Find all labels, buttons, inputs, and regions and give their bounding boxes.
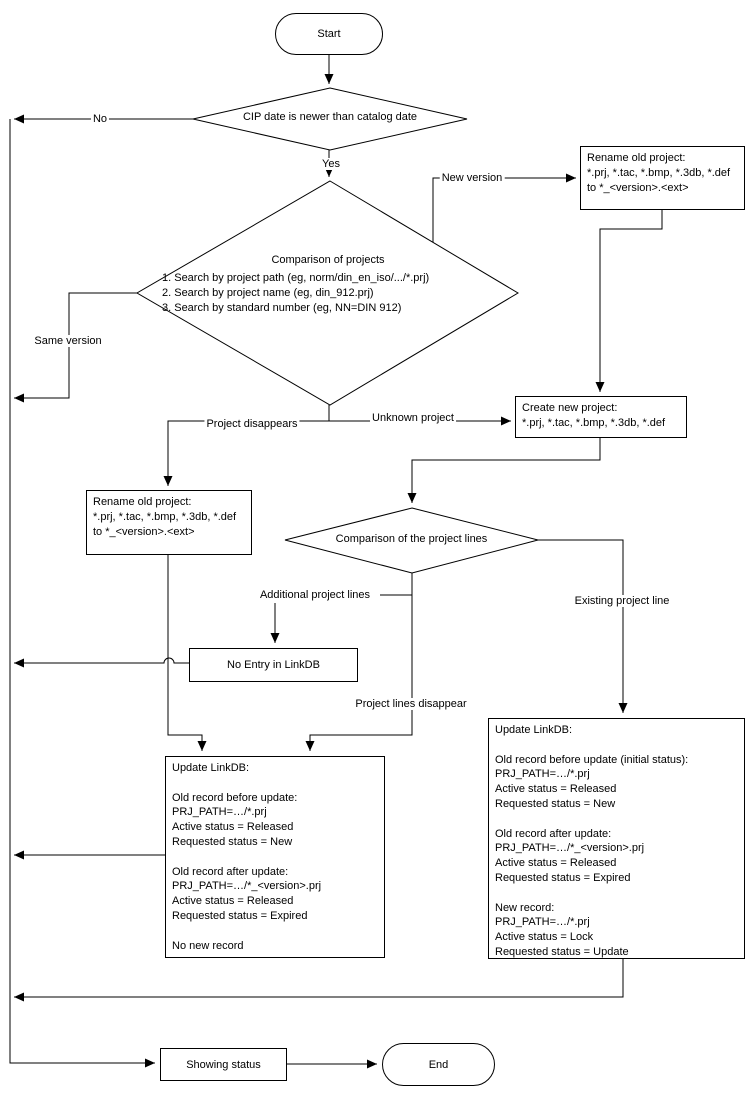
update-linkdb-right-node bbox=[488, 718, 745, 959]
search-criteria-item: 2. Search by project name (eg, din_912.prj) bbox=[162, 287, 374, 299]
end-label: End bbox=[428, 1058, 449, 1071]
update-linkdb-right-line: Requested status = Expired bbox=[495, 871, 631, 884]
update-linkdb-right-line bbox=[495, 812, 738, 827]
update-linkdb-right-line: PRJ_PATH=…/*.prj bbox=[495, 916, 590, 929]
start-label: Start bbox=[317, 28, 341, 40]
no-entry-linkdb-node bbox=[189, 648, 358, 682]
edge-label-new-version: New version bbox=[441, 172, 503, 184]
create-new-project-line: *.prj, *.tac, *.bmp, *.3db, *.def bbox=[522, 416, 666, 429]
decision-comparison-projects-items bbox=[162, 271, 492, 316]
rename-old-project-top-node bbox=[580, 146, 745, 210]
showing-status-label: Showing status bbox=[186, 1058, 261, 1071]
rename-old-project-top-line: *.prj, *.tac, *.bmp, *.3db, *.def bbox=[587, 166, 731, 179]
update-linkdb-left-line: Active status = Released bbox=[172, 821, 294, 834]
rename-old-project-top-line: Rename old project: bbox=[587, 152, 686, 164]
create-new-project-node bbox=[515, 396, 687, 438]
update-linkdb-right-line: Update LinkDB: bbox=[495, 724, 573, 736]
create-new-project-line: Create new project: bbox=[522, 402, 618, 414]
update-linkdb-left-line bbox=[172, 776, 378, 791]
update-linkdb-right-line: PRJ_PATH=…/*.prj bbox=[495, 768, 590, 781]
update-linkdb-right-line bbox=[495, 886, 738, 901]
update-linkdb-left-line: Update LinkDB: bbox=[172, 762, 250, 774]
update-linkdb-right-line: PRJ_PATH=…/*_<version>.prj bbox=[495, 842, 645, 855]
update-linkdb-left-line: Requested status = Expired bbox=[172, 909, 308, 922]
update-linkdb-left-line: PRJ_PATH=…/*.prj bbox=[172, 806, 267, 819]
rename-old-project-top-line: to *_<version>.<ext> bbox=[587, 181, 689, 194]
no-entry-linkdb-label: No Entry in LinkDB bbox=[227, 659, 320, 671]
update-linkdb-right-line: Requested status = New bbox=[495, 797, 616, 810]
edge-label-existing-project-line: Existing project line bbox=[574, 595, 670, 607]
update-linkdb-right-line: Requested status = Update bbox=[495, 945, 629, 958]
update-linkdb-right-line: Active status = Lock bbox=[495, 931, 594, 944]
decision-comparison-projects-title: Comparison of projects bbox=[271, 254, 385, 266]
start-node bbox=[275, 13, 383, 55]
update-linkdb-left-line: No new record bbox=[172, 939, 244, 952]
edge-label-yes: Yes bbox=[322, 158, 340, 170]
update-linkdb-right-line: Active status = Released bbox=[495, 783, 617, 796]
update-linkdb-right-line: Active status = Released bbox=[495, 857, 617, 870]
update-linkdb-right-line bbox=[495, 738, 738, 753]
update-linkdb-left-line: Old record before update: bbox=[172, 791, 298, 804]
decision-cip-date-label: CIP date is newer than catalog date bbox=[242, 111, 418, 123]
end-node bbox=[382, 1043, 495, 1086]
edge-label-no: No bbox=[92, 113, 108, 125]
showing-status-node bbox=[160, 1048, 287, 1081]
update-linkdb-right-line: Old record after update: bbox=[495, 827, 612, 840]
update-linkdb-left-line: Requested status = New bbox=[172, 835, 293, 848]
search-criteria-item: 1. Search by project path (eg, norm/din_en_iso/.../*.prj) bbox=[162, 272, 430, 284]
update-linkdb-left-node bbox=[165, 756, 385, 958]
rename-old-project-left-line: Rename old project: bbox=[93, 496, 192, 508]
edge-label-unknown-project: Unknown project bbox=[372, 412, 454, 424]
update-linkdb-right-line: Old record before update (initial status): bbox=[495, 753, 689, 766]
rename-old-project-left-line: to *_<version>.<ext> bbox=[93, 525, 195, 538]
update-linkdb-left-line bbox=[172, 850, 378, 865]
decision-comparison-lines-label: Comparison of the project lines bbox=[335, 533, 488, 545]
rename-old-project-left-line: *.prj, *.tac, *.bmp, *.3db, *.def bbox=[93, 510, 237, 523]
edge-label-project-lines-disappear: Project lines disappear bbox=[355, 698, 467, 710]
edge-label-project-disappears: Project disappears bbox=[206, 418, 298, 430]
rename-old-project-left-node bbox=[86, 490, 252, 555]
update-linkdb-left-line: Active status = Released bbox=[172, 895, 294, 908]
update-linkdb-right-line: New record: bbox=[495, 901, 555, 914]
edge-label-same-version: Same version bbox=[34, 335, 102, 347]
edge-label-additional-project-lines: Additional project lines bbox=[259, 589, 371, 601]
search-criteria-item: 3. Search by standard number (eg, NN=DIN 912) bbox=[162, 302, 402, 314]
update-linkdb-left-line bbox=[172, 924, 378, 939]
update-linkdb-left-line: Old record after update: bbox=[172, 865, 289, 878]
update-linkdb-left-line: PRJ_PATH=…/*_<version>.prj bbox=[172, 880, 322, 893]
